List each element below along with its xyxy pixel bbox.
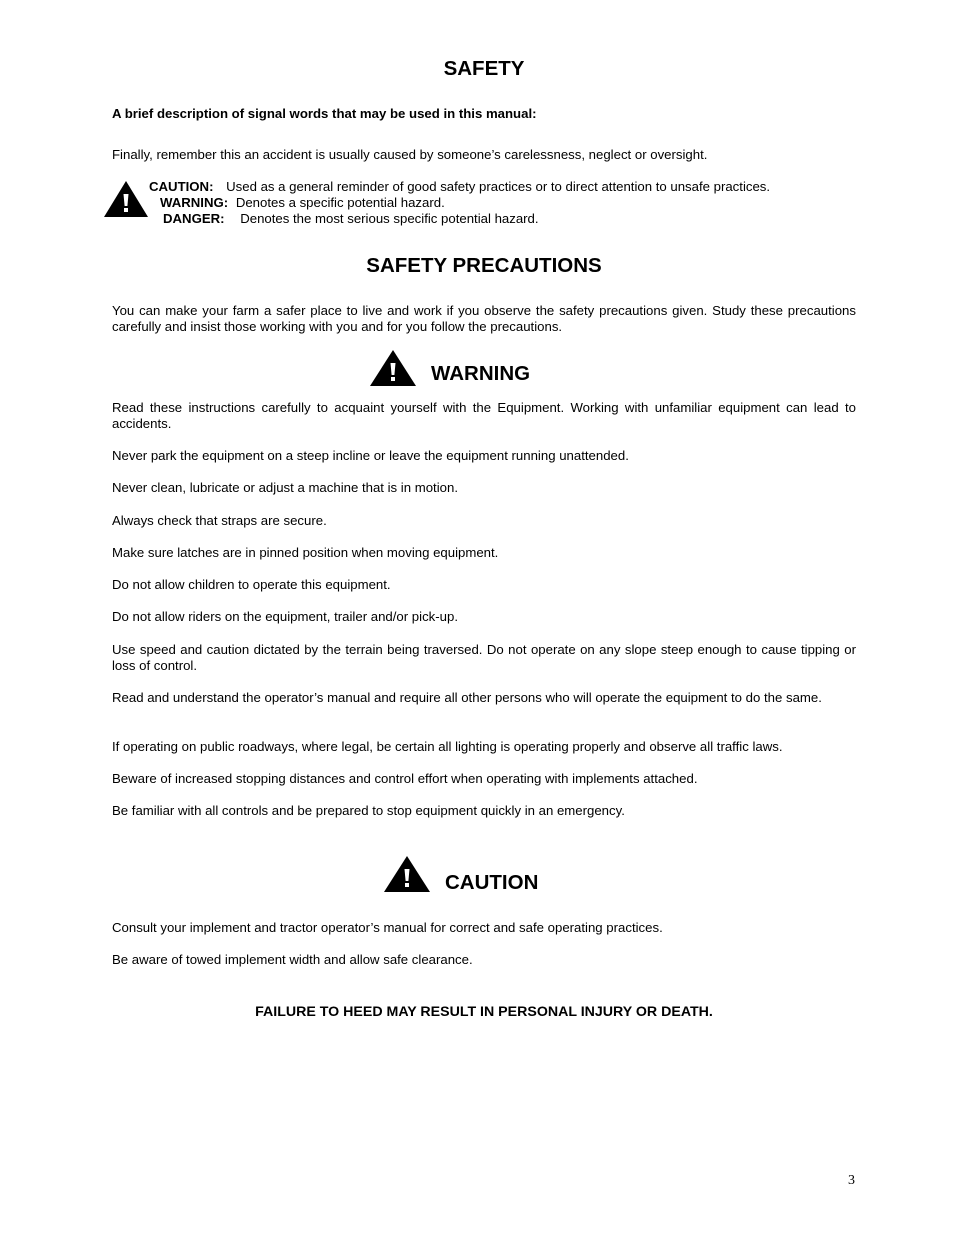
caution-item: Consult your implement and tractor operator’s manual for correct and safe operating practices. [112,920,663,935]
caution-triangle-icon [383,855,431,893]
caution-item: Be aware of towed implement width and allow safe clearance. [112,952,473,967]
page-title: SAFETY [443,57,525,80]
signal-word-danger [163,211,539,227]
warning-item: If operating on public roadways, where legal, be certain all lighting is operating properly and observe all traffic laws. [112,739,783,754]
precautions-title: SAFETY PRECAUTIONS [366,254,602,277]
precautions-intro: You can make your farm a safer place to live and work if you observe the safety precautions given. Study these precautions carefully and insist those working with you and for you follow the precautions. [112,303,856,334]
signal-word-desc: Denotes a specific potential hazard. [235,195,445,210]
warning-item: Read these instructions carefully to acquaint yourself with the Equipment. Working with unfamiliar equipment can lead to accidents. [112,400,856,431]
warning-item: Do not allow children to operate this equipment. [112,577,391,592]
signal-word-caution [149,179,770,195]
intro-heading: A brief description of signal words that may be used in this manual: [112,106,537,121]
page-number: 3 [848,1173,855,1188]
signal-word-label: WARNING: [160,195,229,210]
warning-item: Make sure latches are in pinned position when moving equipment. [112,545,499,560]
signal-word-label: DANGER: [163,211,225,226]
footer-warning: FAILURE TO HEED MAY RESULT IN PERSONAL INJURY OR DEATH. [255,1004,713,1020]
signal-word-label: CAUTION: [149,179,214,194]
intro-text: Finally, remember this an accident is usually caused by someone’s carelessness, neglect or oversight. [112,147,708,162]
warning-title: WARNING [431,362,531,385]
warning-item: Use speed and caution dictated by the terrain being traversed. Do not operate on any slope steep enough to cause tipping or loss of control. [112,642,856,673]
warning-item: Never park the equipment on a steep incline or leave the equipment running unattended. [112,448,629,463]
signal-word-warning [160,195,445,211]
warning-item: Read and understand the operator’s manual and require all other persons who will operate the equipment to do the same. [112,690,822,705]
caution-title: CAUTION [445,871,539,894]
warning-item: Never clean, lubricate or adjust a machine that is in motion. [112,480,458,495]
signal-word-desc: Used as a general reminder of good safety practices or to direct attention to unsafe practices. [226,179,771,194]
warning-item: Be familiar with all controls and be prepared to stop equipment quickly in an emergency. [112,803,625,818]
signal-word-desc: Denotes the most serious specific potential hazard. [240,211,539,226]
warning-item: Do not allow riders on the equipment, trailer and/or pick-up. [112,609,458,624]
warning-triangle-icon [369,349,417,387]
warning-item: Beware of increased stopping distances and control effort when operating with implements attached. [112,771,698,786]
warning-triangle-icon [103,180,149,218]
warning-item: Always check that straps are secure. [112,513,327,528]
